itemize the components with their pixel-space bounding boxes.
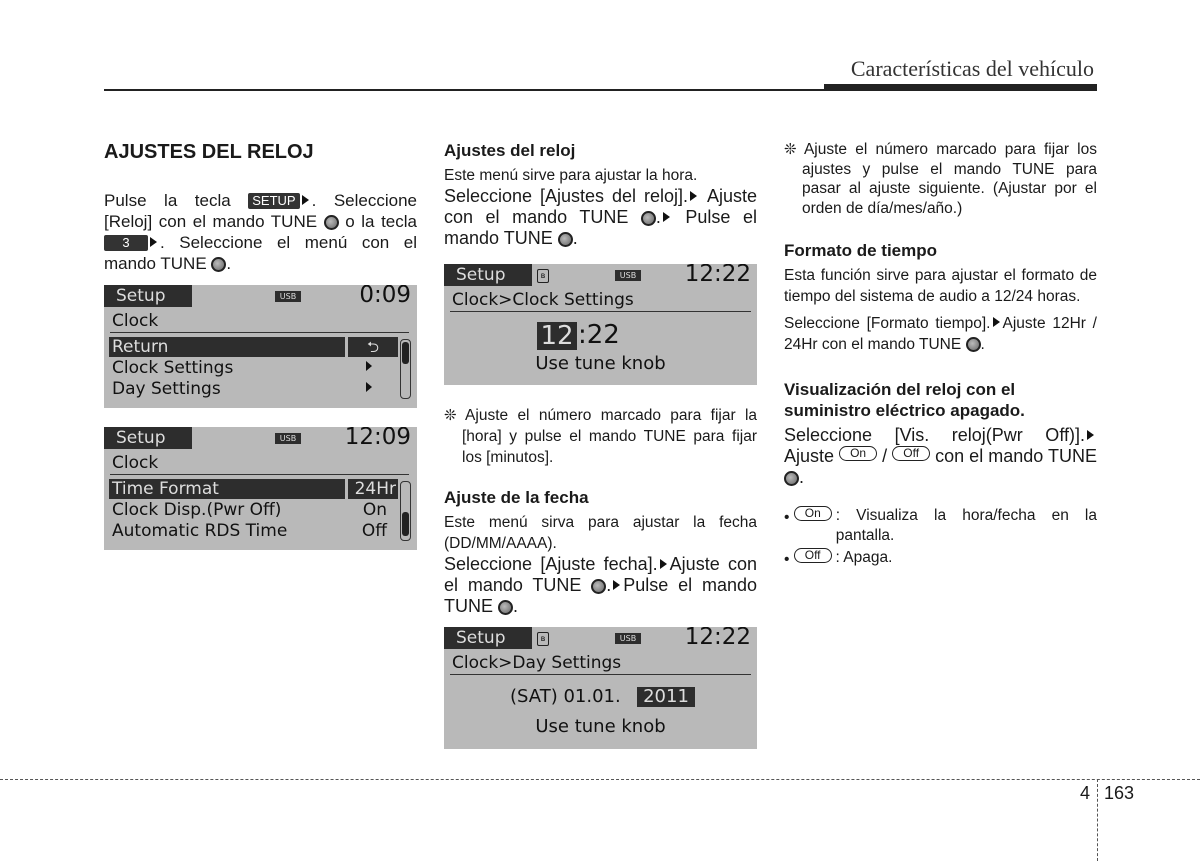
paragraph: Este menú sirve para ajustar la hora. — [444, 167, 698, 184]
footer-vrule — [1097, 779, 1098, 861]
lcd-header: Clock>Clock Settings — [452, 290, 634, 310]
header-rule-accent — [824, 84, 1097, 91]
arrow-icon — [663, 212, 670, 222]
lcd-time: 12:22 — [684, 264, 751, 287]
lcd-header: Clock — [112, 311, 159, 331]
running-header: Características del vehículo — [850, 56, 1094, 81]
year-value: 2011 — [637, 687, 695, 707]
lcd-header: Clock — [112, 453, 159, 473]
instruction-paragraph: Seleccione [Ajustes del reloj]. Ajuste con el mando TUNE . Pulse el mando TUNE . — [444, 186, 757, 248]
lcd-time: 0:09 — [359, 285, 411, 308]
usb-icon: USB — [275, 291, 301, 302]
hour-value: 12 — [537, 322, 577, 350]
note-icon: ❊ — [784, 141, 797, 158]
paragraph: Este menú sirva para ajustar la fecha (DD/MM/AAAA). — [444, 514, 757, 552]
list-item: • Off : Apaga. — [784, 548, 893, 568]
arrow-icon — [1087, 430, 1094, 440]
subheading-date: Ajuste de la fecha — [444, 488, 589, 507]
lcd-title: Setup — [104, 285, 192, 307]
lcd-hint: Use tune knob — [535, 353, 666, 374]
lcd-time: 12:09 — [344, 427, 411, 450]
lcd-screen-clock-menu — [104, 285, 417, 408]
chevron-right-icon — [366, 361, 372, 371]
lcd-item: Return — [112, 337, 169, 357]
instruction-paragraph: Seleccione [Ajuste fecha]. Ajuste con el mando TUNE . Pulse el mando TUNE . — [444, 554, 757, 616]
column-2 — [444, 140, 757, 249]
note-icon: ❊ — [444, 407, 457, 424]
off-button-icon: Off — [892, 446, 930, 461]
subheading-time-format: Formato de tiempo — [784, 241, 938, 260]
tune-knob-icon — [558, 232, 573, 247]
return-icon: ⮌ — [348, 337, 398, 357]
subheading-clock-settings: Ajustes del reloj — [444, 141, 576, 160]
usb-icon: USB — [615, 633, 641, 644]
subheading-clock-power-off: Visualización del reloj con el suministro eléctrico apagado. — [784, 380, 1025, 420]
column-1 — [104, 140, 417, 274]
arrow-icon — [302, 195, 309, 205]
off-button-icon: Off — [794, 548, 832, 563]
tune-knob-icon — [211, 257, 226, 272]
lcd-hint: Use tune knob — [535, 716, 666, 737]
tune-knob-icon — [784, 471, 799, 486]
arrow-icon — [150, 237, 157, 247]
lcd-screen-day-settings — [444, 627, 757, 749]
arrow-icon — [993, 317, 1000, 327]
lcd-time: 12:22 — [684, 627, 751, 650]
bluetooth-icon: ʙ — [537, 632, 549, 646]
on-button-icon: On — [839, 446, 877, 461]
lcd-item: Time Format — [112, 479, 219, 499]
date-prefix: (SAT) 01.01. — [510, 686, 621, 707]
lcd-title: Setup — [444, 627, 532, 649]
note-hour: ❊ Ajuste el número marcado para fijar la [hora] y pulse el mando TUNE para fijar los [minutos]. — [444, 407, 758, 466]
tune-knob-icon — [498, 600, 513, 615]
lcd-item: Clock Disp.(Pwr Off) — [112, 500, 282, 520]
usb-icon: USB — [275, 433, 301, 444]
on-button-icon: On — [794, 506, 832, 521]
list-item: • On : Visualiza la hora/fecha en la pantalla. — [784, 506, 1097, 544]
lcd-screen-clock-options — [104, 427, 417, 550]
key-3-icon: 3 — [104, 235, 148, 251]
lcd-scrollbar — [400, 481, 411, 541]
lcd-item: Automatic RDS Time — [112, 521, 288, 541]
arrow-icon — [613, 580, 620, 590]
instruction-paragraph: Seleccione [Vis. reloj(Pwr Off)]. Ajuste On / Off con el mando TUNE . — [784, 425, 1097, 487]
date-section — [444, 487, 757, 617]
lcd-value: Off — [361, 521, 387, 541]
tune-knob-icon — [324, 215, 339, 230]
note-paragraph: ❊ Ajuste el número marcado para fijar los ajustes y pulse el mando TUNE para pasar al ajuste siguiente. (Ajustar por el orden de día/mes/año.) — [784, 141, 1098, 217]
lcd-title: Setup — [104, 427, 192, 449]
arrow-icon — [660, 559, 667, 569]
usb-icon: USB — [615, 270, 641, 281]
tune-knob-icon — [641, 211, 656, 226]
chevron-right-icon — [366, 382, 372, 392]
lcd-value: 24Hr — [354, 479, 396, 499]
chapter-number: 4 — [1080, 783, 1091, 803]
footer-rule — [0, 779, 1200, 780]
minutes-value: :22 — [578, 320, 620, 350]
section-heading: AJUSTES DEL RELOJ — [104, 141, 314, 163]
lcd-title: Setup — [444, 264, 532, 286]
lcd-item: Clock Settings — [112, 358, 234, 378]
paragraph: Esta función sirve para ajustar el formato de tiempo del sistema de audio a 12/24 horas. — [784, 267, 1097, 305]
tune-knob-icon — [966, 337, 981, 352]
setup-key-icon: SETUP — [248, 193, 299, 209]
column-3 — [784, 140, 1097, 570]
lcd-value: On — [362, 500, 387, 520]
page-number: 163 — [1104, 783, 1135, 803]
tune-knob-icon — [591, 579, 606, 594]
bluetooth-icon: ʙ — [537, 269, 549, 283]
bullet-list — [784, 506, 1097, 570]
lcd-screen-clock-settings — [444, 264, 757, 385]
lcd-item: Day Settings — [112, 379, 221, 399]
arrow-icon — [690, 191, 697, 201]
intro-paragraph: Pulse la tecla SETUP . Seleccione [Reloj] con el mando TUNE o la tecla 3 . Seleccione el menú con el mando TUNE . — [104, 191, 417, 273]
lcd-header: Clock>Day Settings — [452, 653, 622, 673]
instruction-paragraph: Seleccione [Formato tiempo]. Ajuste 12Hr / 24Hr con el mando TUNE . — [784, 315, 1097, 353]
lcd-scrollbar — [400, 339, 411, 399]
